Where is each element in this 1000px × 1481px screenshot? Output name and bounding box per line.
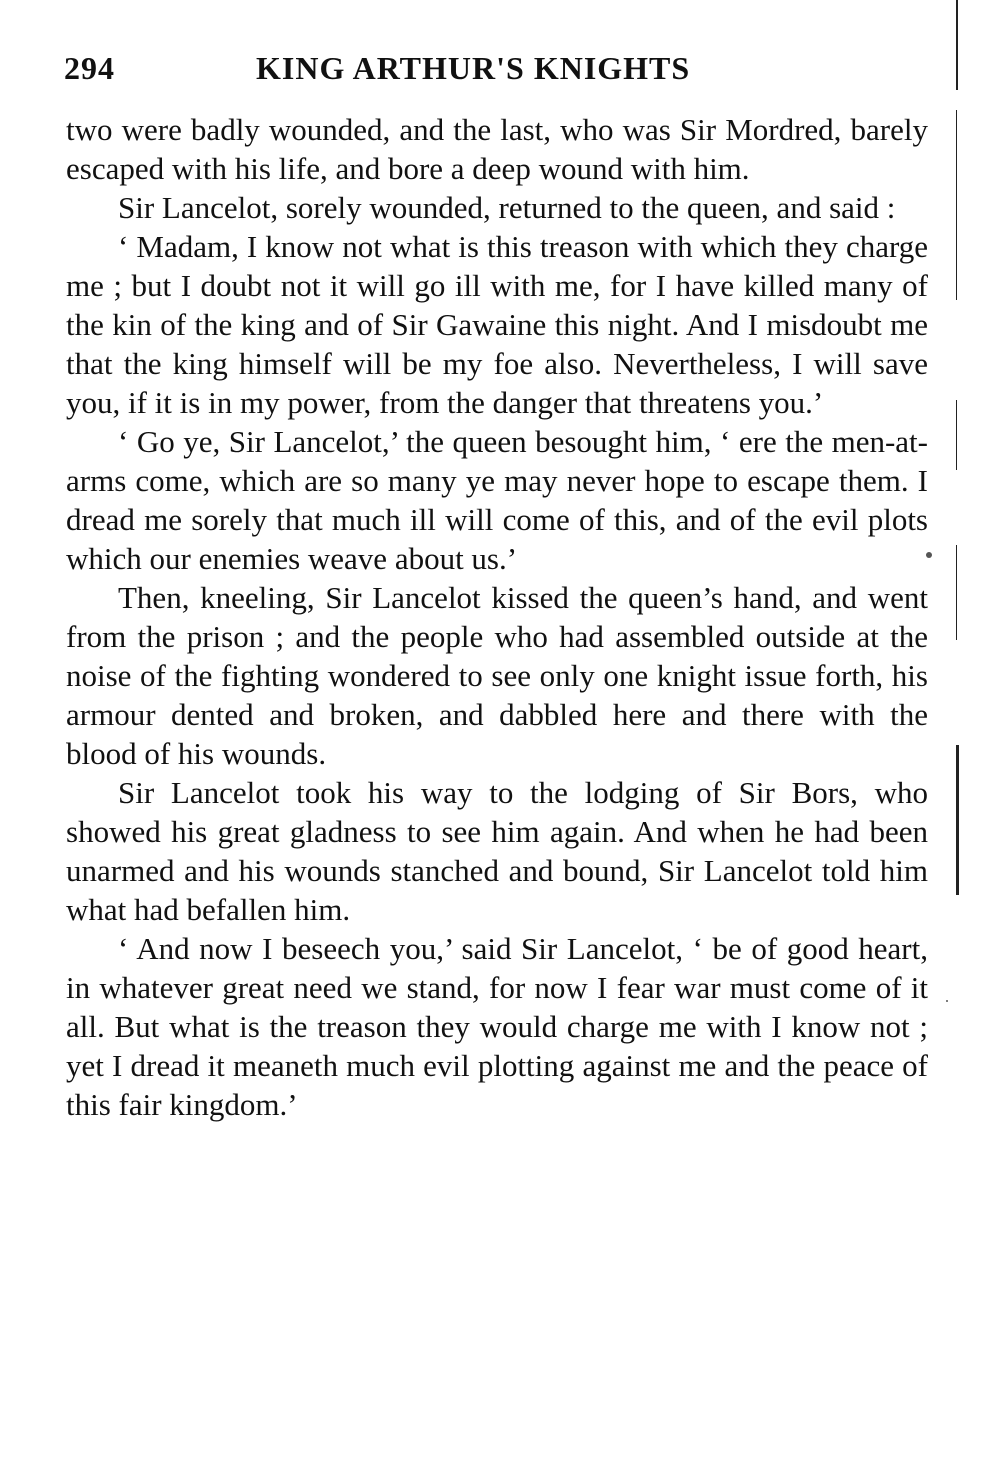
paragraph-sir-bors: Sir Lancelot took his way to the lodging of Sir Bors, who showed his great gladness to see him again. And when he had been unarmed and his wounds stanched and bound, Sir Lancelot told him what had befallen him. bbox=[66, 775, 928, 927]
scan-gutter-line bbox=[956, 110, 957, 300]
running-title: KING ARTHUR'S KNIGHTS bbox=[256, 50, 691, 86]
scan-gutter-line bbox=[956, 545, 957, 640]
scan-gutter-line bbox=[956, 400, 957, 470]
paragraph-queen-speech: ‘ Go ye, Sir Lancelot,’ the queen besought him, ‘ ere the men-at-arms come, which are so many ye may never hope to escape them. I dread me sorely that much ill will come of this, and of the evil plots which our enemies weave about us.’ bbox=[66, 424, 928, 576]
paragraph-lancelot-speech: ‘ Madam, I know not what is this treason with which they charge me ; but I doubt not it will go ill with me, for I have killed many of the kin of the king and of Sir Gawaine this night. And I misdoubt me that the king himself will be my foe also. Nevertheless, I will save you, if it is in my power, from the danger that threatens you.’ bbox=[66, 229, 928, 420]
paragraph-final-speech: ‘ And now I beseech you,’ said Sir Lancelot, ‘ be of good heart, in whatever great need we stand, for now I fear war must come of it all. But what is the treason they would charge me with I know not ; yet I dread it meaneth much evil plotting against me and the peace of this fair kingdom.’ bbox=[66, 931, 928, 1122]
page-header bbox=[64, 50, 944, 90]
body-text bbox=[66, 110, 928, 1124]
scan-speck bbox=[946, 1000, 948, 1002]
paragraph-leaving-prison: Then, kneeling, Sir Lancelot kissed the queen’s hand, and went from the prison ; and the people who had assembled outside at the noise of the fighting wondered to see only one knight issue forth, his armour dented and broken, and dabbled here and there with the blood of his wounds. bbox=[66, 580, 928, 771]
scan-gutter-line bbox=[956, 745, 959, 895]
paragraph-lancelot-returns: Sir Lancelot, sorely wounded, returned to the queen, and said : bbox=[118, 190, 896, 225]
page-number: 294 bbox=[64, 50, 115, 86]
scan-speck bbox=[926, 552, 932, 558]
scan-gutter-line bbox=[956, 0, 958, 90]
paragraph-continuation: two were badly wounded, and the last, who was Sir Mordred, barely escaped with his life, and bore a deep wound with him. bbox=[66, 112, 928, 186]
